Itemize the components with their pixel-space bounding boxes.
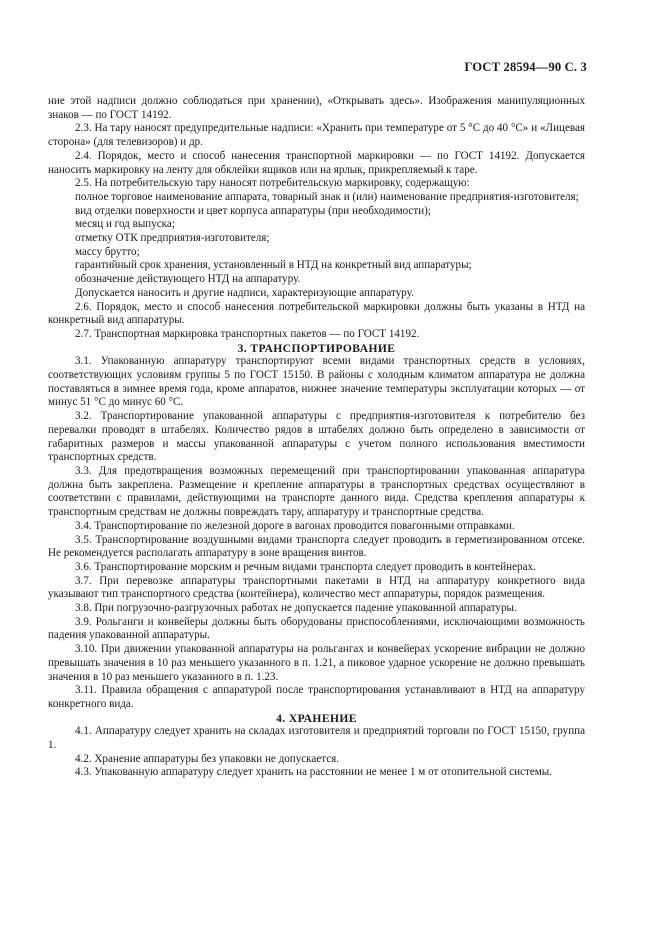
paragraph-3-5: 3.5. Транспортирование воздушными видами транспорта следует проводить в герметизированном отсеке. Не рекомендуется располагать аппаратуру в зоне вращения винтов.: [48, 533, 585, 560]
section-heading-storage: 4. ХРАНЕНИЕ: [276, 711, 357, 725]
section-heading-transport: 3. ТРАНСПОРТИРОВАНИЕ: [237, 341, 396, 355]
paragraph-2-4: 2.4. Порядок, место и способ нанесения транспортной маркировки — по ГОСТ 14192. Допускается наносить маркировку на ленту для обклейки ящиков или на ярлык, прикрепляемый к таре.: [48, 149, 585, 176]
page-header: ГОСТ 28594—90 С. 3: [464, 60, 587, 74]
paragraph-additional: Допускается наносить и другие надписи, характеризующие аппаратуру.: [75, 286, 414, 299]
paragraph-2-6: 2.6. Порядок, место и способ нанесения потребительской маркировки должны быть указаны в НТД на конкретный вид аппаратуры.: [48, 300, 585, 327]
paragraph-continuation: ние этой надписи должно соблюдаться при хранении), «Открывать здесь». Изображения манипуляционных знаков — по ГОСТ 14192.: [48, 95, 585, 121]
list-item: гарантийный срок хранения, установленный в НТД на конкретный вид аппаратуры;: [75, 259, 472, 272]
paragraph-3-2: 3.2. Транспортирование упакованной аппаратуры с предприятия-изготовителя к потребителю без перевалки проводят в штабелях. Количество рядов в штабелях должно быть определено в зависимости от габаритных размеров и массы упакованной аппаратуры с учетом полного использования вместимости транспортных средств.: [48, 410, 585, 464]
paragraph-4-3: 4.3. Упакованную аппаратуру следует хранить на расстоянии не менее 1 м от отопительной системы.: [75, 766, 552, 779]
list-item: обозначение действующего НТД на аппаратуру.: [75, 273, 301, 286]
list-item: вид отделки поверхности и цвет корпуса аппаратуры (при необходимости);: [75, 204, 431, 217]
paragraph-3-8: 3.8. При погрузочно-разгрузочных работах не допускается падение упакованной аппаратуры.: [75, 602, 517, 615]
page-content: [48, 95, 585, 780]
list-item: полное торговое наименование аппарата, товарный знак и (или) наименование предприятия-изготовителя;: [75, 190, 579, 203]
paragraph-3-10: 3.10. При движении упакованной аппаратуры на рольгангах и конвейерах ускорение вибрации не должно превышать значения в 10 раз меньшего указанного в п. 1.21, а пиковое ударное ускорение не должно превышать значения в 10 раз меньшего указанного в п. 1.23.: [48, 643, 585, 683]
paragraph-2-3: 2.3. На тару наносят предупредительные надписи: «Хранить при температуре от 5 °С до 40 °С» и «Лицевая сторона» (для телевизоров) и др.: [48, 122, 585, 149]
paragraph-2-5: 2.5. На потребительскую тару наносят потребительскую маркировку, содержащую:: [75, 177, 470, 190]
paragraph-3-3: 3.3. Для предотвращения возможных перемещений при транспортировании упакованная аппаратура должна быть закреплена. Размещение и крепление аппаратуры в транспортных средствах осуществляют в соответствии с правилами, действующими на транспорте данного вида. Средства крепления аппаратуры к транспортным средствам не должны повреждать тару, аппаратуру и транспортные средства.: [48, 464, 585, 519]
paragraph-3-9: 3.9. Рольганги и конвейеры должны быть оборудованы приспособлениями, исключающими возможность падения упакованной аппаратуры.: [48, 615, 585, 642]
paragraph-3-6: 3.6. Транспортирование морским и речным видами транспорта следует проводить в контейнерах.: [75, 560, 536, 573]
list-item: месяц и год выпуска;: [75, 218, 175, 231]
list-item: отметку ОТК предприятия-изготовителя;: [75, 232, 270, 245]
list-item: массу брутто;: [75, 245, 140, 258]
paragraph-3-7: 3.7. При перевозке аппаратуры транспортными пакетами в НТД на аппаратуру конкретного вида указывают тип транспортного средства (контейнера), количество мест аппаратуры, порядок размещения.: [48, 574, 585, 601]
paragraph-3-4: 3.4. Транспортирование по железной дороге в вагонах проводится повагонными отправками.: [75, 519, 515, 532]
paragraph-2-7: 2.7. Транспортная маркировка транспортных пакетов — по ГОСТ 14192.: [75, 327, 420, 340]
paragraph-3-1: 3.1. Упакованную аппаратуру транспортируют всеми видами транспортных средств в условиях, соответствующих условиям группы 5 по ГОСТ 15150. В районы с холодным климатом аппаратура не должна поставляться в зимнее время года, кроме аппаратов, нижнее значение температуры эксплуатации которых — от минус 51 °С до минус 60 °С.: [48, 355, 585, 409]
paragraph-4-1: 4.1. Аппаратуру следует хранить на складах изготовителя и предприятий торговли по ГОСТ 15150, группа 1.: [48, 725, 585, 752]
paragraph-4-2: 4.2. Хранение аппаратуры без упаковки не допускается.: [75, 752, 340, 765]
paragraph-3-11: 3.11. Правила обращения с аппаратурой после транспортирования устанавливают в НТД на аппаратуру конкретного вида.: [48, 684, 585, 710]
